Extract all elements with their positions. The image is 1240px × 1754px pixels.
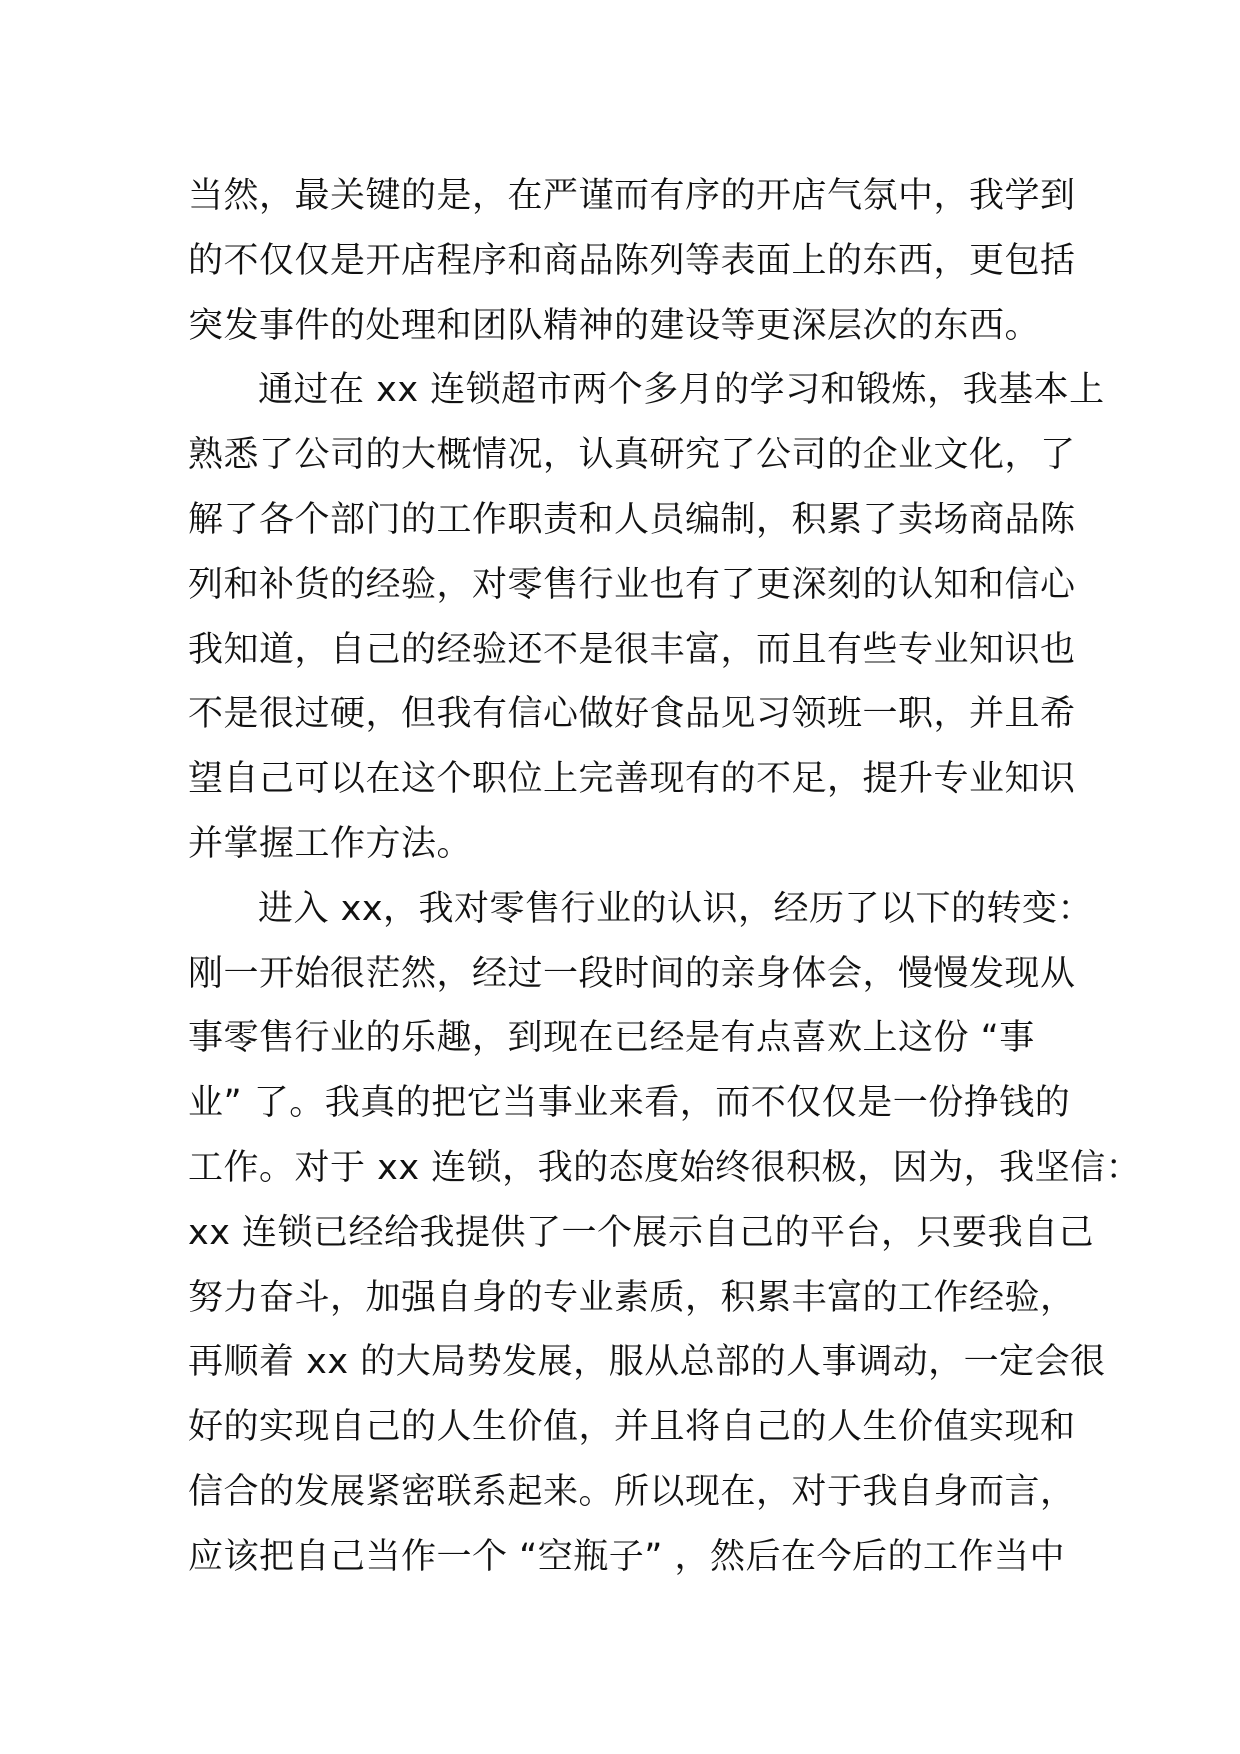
text-line: 努力奋斗，加强自身的专业素质，积累丰富的工作经验， [188,1277,1076,1318]
text-line: 我知道，自己的经验还不是很丰富，而且有些专业知识也 [188,629,1076,670]
text-line: 业” 了。我真的把它当事业来看，而不仅仅是一份挣钱的 [188,1083,1071,1124]
text-line: 的不仅仅是开店程序和商品陈列等表面上的东西，更包括 [188,240,1076,281]
text-line: 工作。对于 xx 连锁，我的态度始终很积极，因为，我坚信： [188,1147,1142,1188]
text-line: xx 连锁已经给我提供了一个展示自己的平台，只要我自己 [188,1212,1095,1253]
text-line: 列和补货的经验，对零售行业也有了更深刻的认知和信心 [188,564,1076,605]
paragraph-start-line: 通过在 xx 连锁超市两个多月的学习和锻炼，我基本上 [258,370,1105,411]
text-line: 并掌握工作方法。 [188,823,473,864]
text-line: 刚一开始很茫然，经过一段时间的亲身体会，慢慢发现从 [188,953,1076,994]
text-line: 解了各个部门的工作职责和人员编制，积累了卖场商品陈 [188,499,1076,540]
body-text [188,164,1142,1590]
text-line: 应该把自己当作一个 “空瓶子” ，然后在今后的工作当中 [188,1536,1066,1577]
text-line: 信合的发展紧密联系起来。所以现在，对于我自身而言， [188,1471,1076,1512]
text-line: 好的实现自己的人生价值，并且将自己的人生价值实现和 [188,1407,1076,1448]
text-line: 当然，最关键的是，在严谨而有序的开店气氛中，我学到 [188,176,1076,216]
text-line: 熟悉了公司的大概情况，认真研究了公司的企业文化，了 [188,435,1076,476]
paragraph-start-line: 进入 xx，我对零售行业的认识，经历了以下的转变： [258,888,1094,929]
text-line: 望自己可以在这个职位上完善现有的不足，提升专业知识 [188,759,1076,800]
text-line: 不是很过硬，但我有信心做好食品见习领班一职，并且希 [188,694,1076,735]
text-line: 突发事件的处理和团队精神的建设等更深层次的东西。 [188,305,1041,346]
text-line: 再顺着 xx 的大局势发展，服从总部的人事调动，一定会很 [188,1342,1106,1383]
text-line: 事零售行业的乐趣，到现在已经是有点喜欢上这份 “事 [188,1018,1035,1059]
